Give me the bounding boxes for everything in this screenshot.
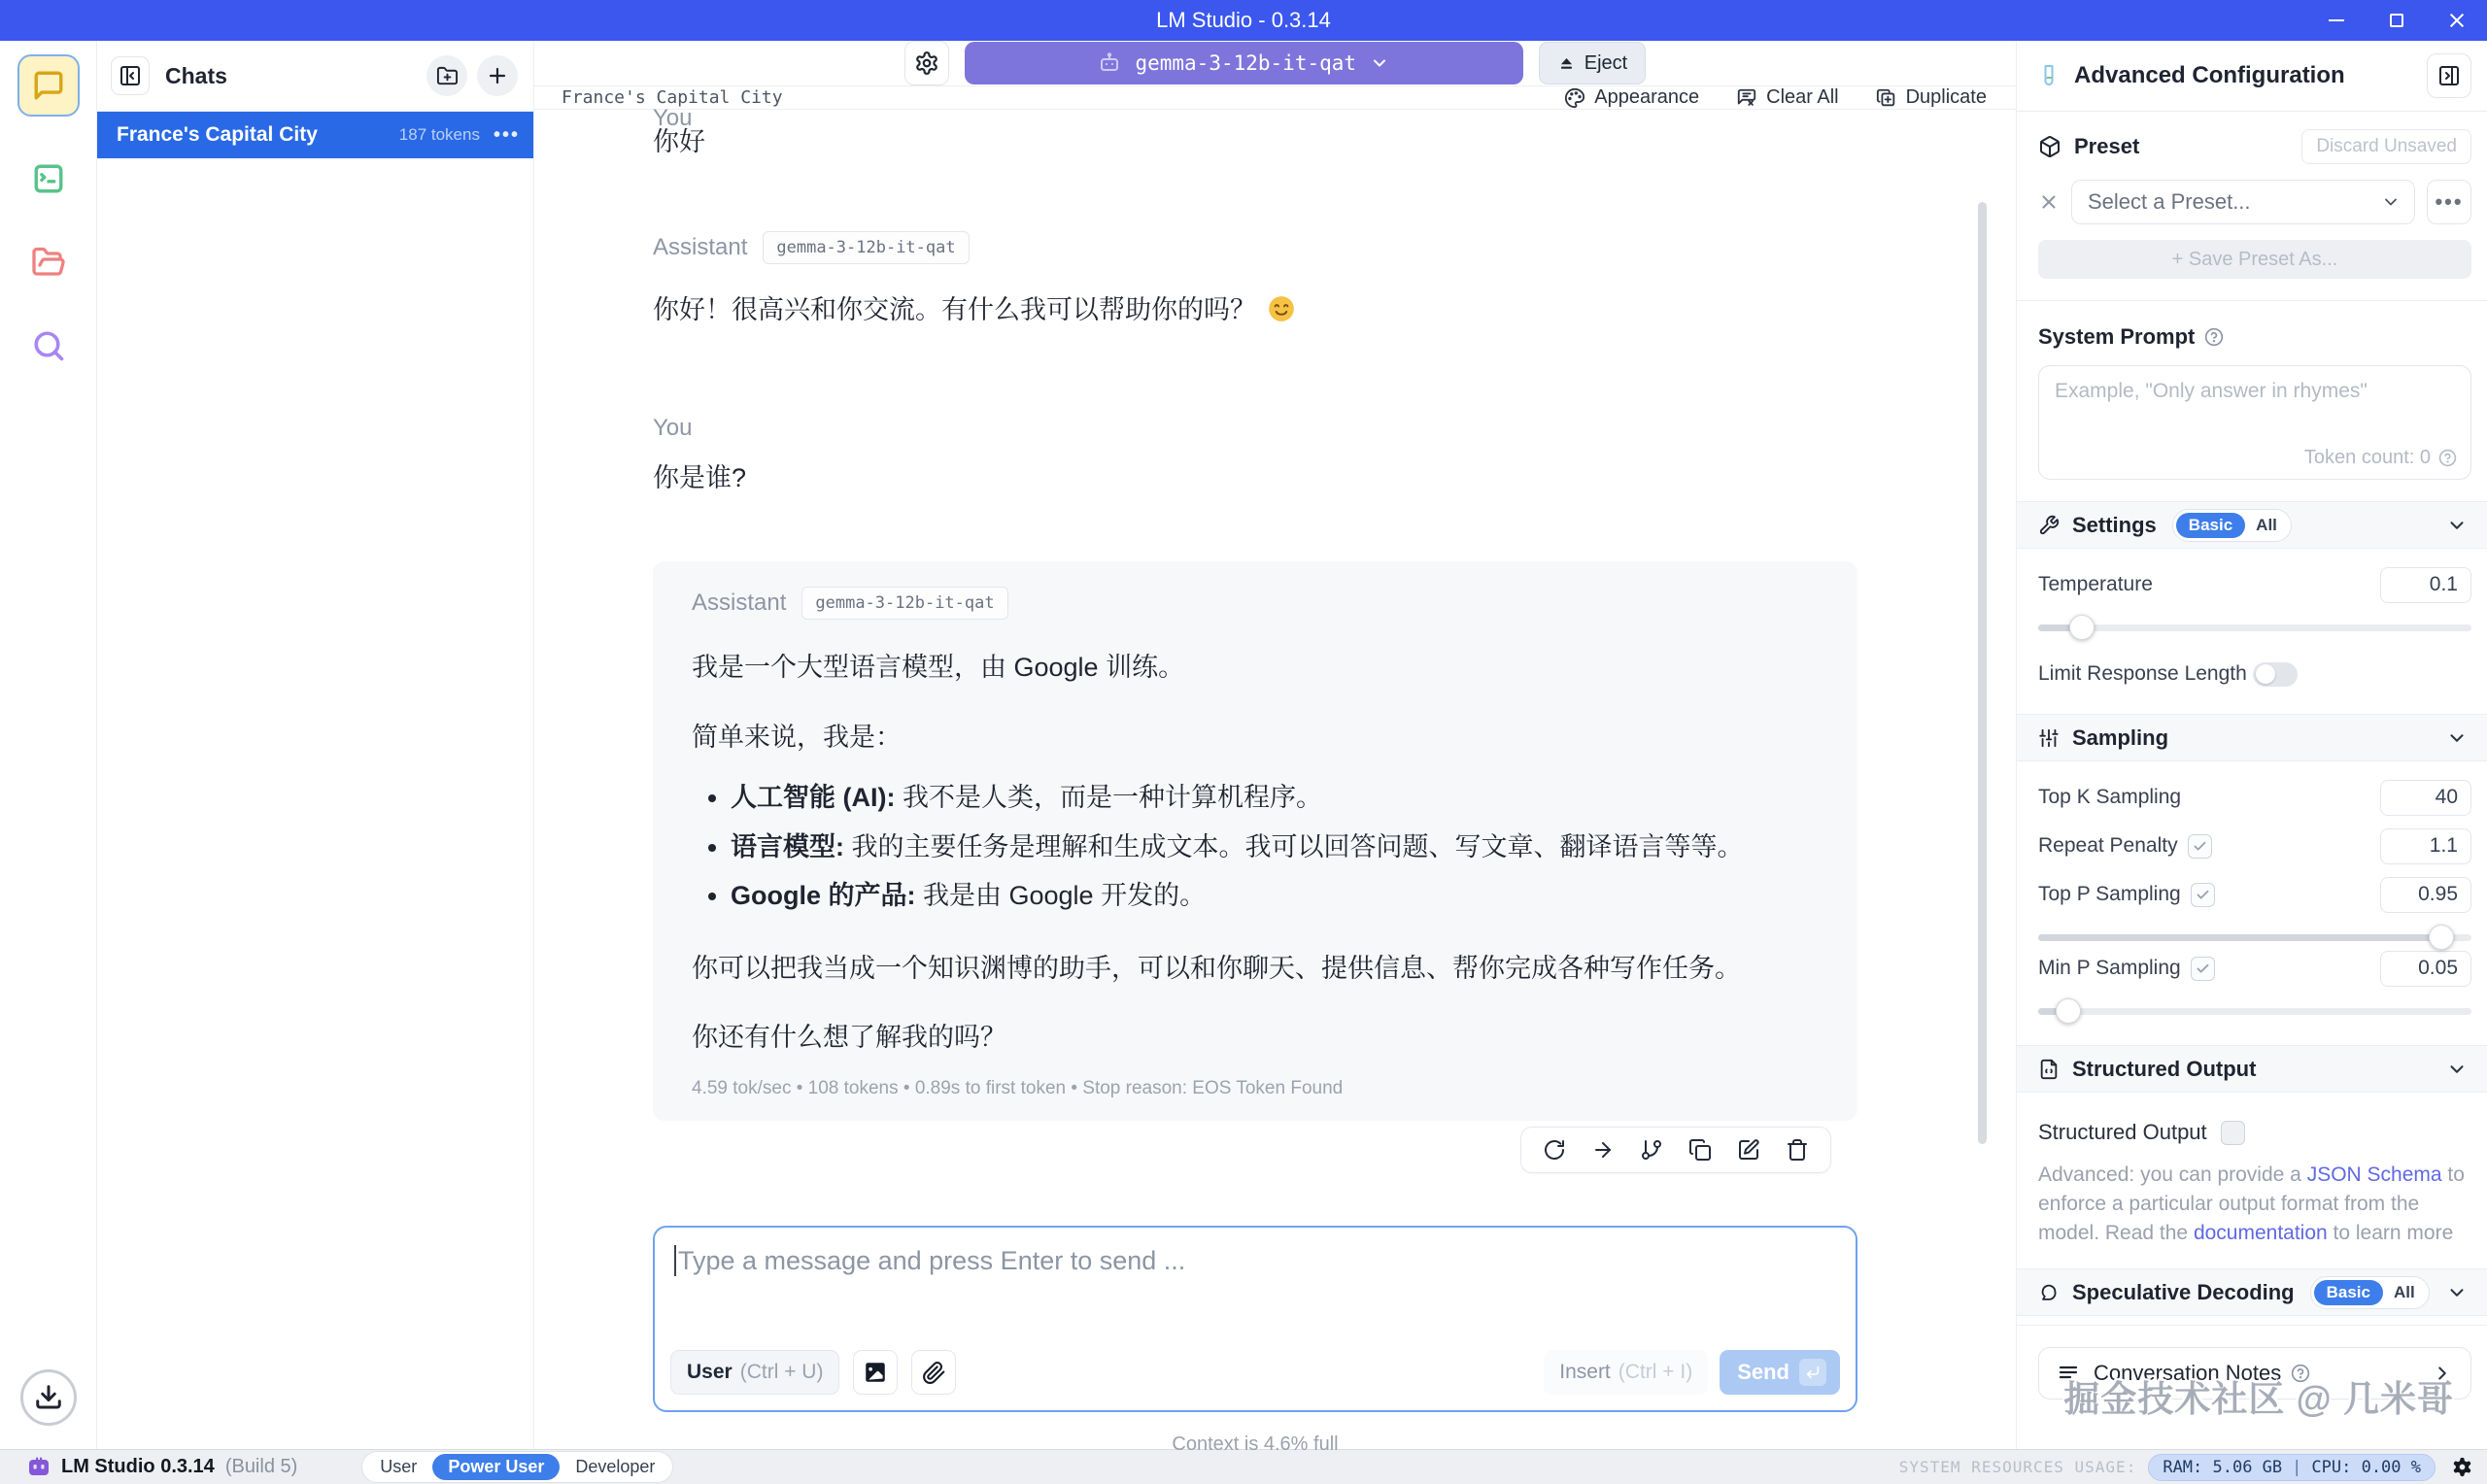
nav-discover-tab[interactable]: [17, 315, 80, 377]
preset-label: Preset: [2074, 134, 2140, 158]
minimize-icon: [2329, 19, 2344, 21]
plus-icon: [486, 64, 509, 87]
limit-response-toggle[interactable]: [2253, 662, 2298, 687]
assistant-model-chip: gemma-3-12b-it-qat: [763, 231, 969, 264]
pill-separator: |: [2292, 1457, 2302, 1477]
clear-all-label: Clear All: [1766, 86, 1839, 108]
preset-select-placeholder: Select a Preset...: [2088, 189, 2251, 214]
chevron-down-icon: [2446, 727, 2468, 749]
repeat-penalty-checkbox[interactable]: [2188, 834, 2212, 859]
eject-label: Eject: [1584, 51, 1628, 74]
temperature-value[interactable]: 0.1: [2380, 567, 2471, 603]
assistant-bullet-list: [692, 780, 1819, 915]
settings-title: Settings: [2072, 512, 2157, 537]
preset-section: [2017, 112, 2487, 301]
resources-settings-button[interactable]: [2451, 1456, 2473, 1478]
advanced-config-panel: [2016, 41, 2487, 1449]
token-count-label: Token count: 0: [2303, 447, 2431, 468]
nav-my-models-tab[interactable]: [17, 231, 80, 293]
assistant-role-label-2: Assistant: [692, 590, 787, 617]
sliders-icon: [2038, 727, 2060, 749]
search-icon: [31, 328, 66, 363]
chevron-down-icon: [1370, 53, 1389, 73]
chats-header-actions: [426, 55, 518, 96]
top-k-label: Top K Sampling: [2038, 786, 2182, 808]
temperature-slider[interactable]: [2038, 615, 2471, 640]
continue-button[interactable]: [1591, 1138, 1615, 1162]
test-tube-icon: [2038, 64, 2061, 87]
resources-label: SYSTEM RESOURCES USAGE:: [1898, 1458, 2137, 1476]
bullet-bold: Google 的产品:: [731, 881, 916, 911]
panel-right-icon: [2437, 64, 2461, 87]
model-name: gemma-3-12b-it-qat: [1135, 51, 1357, 75]
duplicate-button[interactable]: [1876, 86, 1987, 109]
slider-thumb[interactable]: [2429, 925, 2454, 950]
close-button[interactable]: [2427, 0, 2487, 41]
user-message-1: 你好: [653, 127, 705, 156]
message-input[interactable]: [674, 1245, 1185, 1276]
structured-output-section-header[interactable]: [2017, 1046, 2487, 1093]
top-p-checkbox[interactable]: [2191, 883, 2215, 907]
copy-button[interactable]: [1688, 1138, 1712, 1162]
system-prompt-section: [2017, 301, 2487, 502]
repeat-penalty-label: Repeat Penalty: [2038, 834, 2178, 857]
basic-option[interactable]: Basic: [2314, 1280, 2383, 1305]
settings-section-body: [2017, 549, 2487, 715]
assistant-p1: 我是一个大型语言模型，由 Google 训练。: [692, 653, 1185, 683]
collapse-sidebar-button[interactable]: [111, 56, 150, 95]
conversation-notes-label: Conversation Notes: [2094, 1361, 2282, 1386]
bullet-item: [731, 780, 1819, 817]
top-p-slider[interactable]: [2038, 925, 2471, 950]
chat-area: [534, 41, 2016, 1456]
min-p-checkbox[interactable]: [2191, 957, 2215, 981]
wrench-icon: [2038, 515, 2060, 536]
chats-sidebar: [97, 41, 534, 1449]
assistant-message-1-text: 你好！很高兴和你交流。有什么我可以帮助你的吗？: [653, 295, 1256, 325]
chat-token-count: 187 tokens: [398, 125, 480, 144]
file-json-icon: [2038, 1059, 2060, 1080]
insert-shortcut: (Ctrl + I): [1618, 1361, 1693, 1384]
bullet-text: 我不是人类，而是一种计算机程序。: [895, 782, 1322, 812]
new-chat-button[interactable]: [477, 55, 518, 96]
advanced-config-header: [2017, 41, 2487, 112]
context-usage-status: Context is 4.6% full: [1172, 1433, 1339, 1456]
bullet-bold: 人工智能 (AI):: [731, 782, 896, 812]
panel-left-icon: [119, 64, 142, 87]
titlebar: [0, 0, 2487, 41]
speculative-basic-all-toggle[interactable]: [2310, 1276, 2430, 1309]
chats-panel-title: Chats: [165, 62, 227, 88]
discard-unsaved-button[interactable]: Discard Unsaved: [2301, 129, 2471, 164]
structured-output-title: Structured Output: [2072, 1056, 2257, 1081]
all-option[interactable]: All: [2256, 515, 2277, 534]
clear-preset-button[interactable]: [2038, 191, 2060, 213]
branch-button[interactable]: [1640, 1138, 1663, 1162]
settings-section-header[interactable]: [2017, 502, 2487, 549]
nav-chat-tab[interactable]: [17, 54, 80, 117]
preset-more-button[interactable]: •••: [2427, 180, 2471, 224]
input-toolbar: [670, 1350, 1840, 1395]
send-label: Send: [1737, 1360, 1789, 1385]
close-icon: [2449, 13, 2465, 28]
package-icon: [2038, 135, 2061, 158]
user-message-2: 你是谁?: [653, 463, 747, 493]
chats-header: [97, 41, 533, 112]
top-p-value[interactable]: 0.95: [2380, 877, 2471, 913]
assistant-model-chip-2: gemma-3-12b-it-qat: [801, 587, 1007, 620]
eject-model-button[interactable]: [1539, 42, 1646, 84]
model-selector[interactable]: [965, 42, 1523, 84]
desc-text: Advanced: you can provide a: [2038, 1164, 2307, 1186]
min-p-value[interactable]: 0.05: [2380, 951, 2471, 987]
min-p-label: Min P Sampling: [2038, 957, 2181, 979]
chevron-down-icon: [2381, 192, 2401, 212]
downloads-button[interactable]: [20, 1369, 77, 1426]
partial-user-message: [653, 105, 1857, 131]
speculative-decoding-icon: [2038, 1282, 2060, 1303]
user-role-label-2: You: [653, 415, 693, 442]
help-circle-icon: [2438, 449, 2457, 467]
minimize-button[interactable]: [2306, 0, 2367, 41]
conversation-title: France's Capital City: [562, 87, 783, 108]
assistant-message-1: [653, 291, 1857, 329]
chat-toolbar: [534, 41, 2016, 86]
chat-bubble-icon: [32, 69, 65, 102]
collapse-panel-button[interactable]: [2427, 53, 2471, 98]
message-input-container: [653, 1226, 1857, 1412]
terminal-icon: [32, 162, 65, 195]
sampling-section-header[interactable]: [2017, 715, 2487, 761]
generation-stats: 4.59 tok/sec • 108 tokens • 0.89s to first token • Stop reason: EOS Token Found: [692, 1078, 1344, 1099]
appearance-label: Appearance: [1594, 86, 1700, 108]
chevron-down-icon: [2446, 515, 2468, 536]
attach-image-button[interactable]: [853, 1350, 898, 1395]
message-column: [653, 105, 1857, 1456]
community-watermark: 掘金技术社区 @ 几米哥: [2063, 1379, 2454, 1419]
message-actions-toolbar: [1520, 1127, 1831, 1173]
nav-developer-tab[interactable]: [17, 148, 80, 210]
chat-list-item-selected[interactable]: [97, 112, 533, 158]
gear-icon: [914, 51, 939, 76]
scrollbar-thumb[interactable]: [1978, 202, 1987, 1144]
limit-response-label: Limit Response Length: [2038, 662, 2247, 685]
json-schema-link[interactable]: JSON Schema: [2306, 1164, 2442, 1186]
download-icon: [34, 1383, 63, 1412]
mode-power-user[interactable]: Power User: [432, 1454, 560, 1480]
regenerate-button[interactable]: [1543, 1138, 1566, 1162]
settings-basic-all-toggle[interactable]: [2172, 509, 2292, 542]
assistant-role-label: Assistant: [653, 234, 748, 261]
assistant-role-row-2: [692, 587, 1819, 620]
conversation-scroll-area[interactable]: [534, 105, 2016, 1456]
bullet-text: 我是由 Google 开发的。: [915, 881, 1207, 911]
chevron-down-icon: [2446, 1059, 2468, 1080]
role-toggle-shortcut: (Ctrl + U): [739, 1361, 824, 1384]
send-button[interactable]: [1720, 1350, 1840, 1395]
folder-open-icon: [31, 245, 66, 280]
assistant-role-row-1: [653, 231, 1857, 264]
ram-usage: RAM: 5.06 GB: [2163, 1457, 2283, 1477]
delete-button[interactable]: [1786, 1138, 1809, 1162]
panel-title: Advanced Configuration: [2074, 62, 2345, 88]
role-toggle-button[interactable]: [670, 1350, 839, 1395]
speculative-decoding-title: Speculative Decoding: [2072, 1279, 2295, 1304]
app-identity: [27, 1456, 297, 1479]
new-folder-button[interactable]: [426, 55, 467, 96]
duplicate-icon: [1876, 87, 1897, 109]
chevron-down-icon: [2446, 1282, 2468, 1303]
assistant-p4: 你还有什么想了解我的吗？: [692, 1023, 1006, 1053]
assistant-p3: 你可以把我当成一个知识渊博的助手，可以和你聊天、提供信息、帮你完成各种写作任务。: [692, 954, 1741, 984]
attach-file-button[interactable]: [911, 1350, 956, 1395]
chat-more-icon[interactable]: •••: [493, 123, 520, 146]
left-rail: [0, 41, 97, 1449]
window-title: LM Studio - 0.3.14: [1156, 8, 1331, 32]
chat-item-title: France's Capital City: [117, 123, 318, 146]
desc-text: to learn more: [2327, 1221, 2454, 1244]
maximize-button[interactable]: [2367, 0, 2427, 41]
cpu-usage: CPU: 0.00 %: [2311, 1457, 2421, 1477]
system-prompt-editor: [2038, 365, 2471, 480]
lmstudio-logo-icon: [27, 1456, 51, 1479]
partial-role-label: You: [653, 105, 693, 131]
bullet-bold: 语言模型:: [731, 831, 844, 861]
top-k-value[interactable]: 40: [2380, 780, 2471, 816]
all-option[interactable]: All: [2394, 1282, 2415, 1301]
save-preset-button[interactable]: + Save Preset As...: [2038, 240, 2471, 279]
top-p-label: Top P Sampling: [2038, 883, 2181, 905]
speculative-decoding-section-header[interactable]: [2017, 1269, 2487, 1316]
role-toggle-label: User: [687, 1361, 732, 1384]
speculative-section-body: [2017, 1316, 2487, 1326]
mode-user[interactable]: User: [380, 1457, 418, 1476]
edit-button[interactable]: [1737, 1138, 1760, 1162]
resources-pill[interactable]: [2148, 1454, 2436, 1481]
help-circle-icon: [2204, 327, 2224, 347]
assistant-p2: 简单来说，我是：: [692, 722, 902, 752]
robot-icon: [1098, 51, 1121, 75]
structured-output-description: [2038, 1161, 2471, 1247]
enter-key-icon: [1799, 1359, 1826, 1386]
structured-output-checkbox[interactable]: [2221, 1121, 2245, 1145]
system-prompt-label: System Prompt: [2038, 324, 2196, 349]
model-settings-button[interactable]: [904, 41, 949, 85]
insert-button[interactable]: [1544, 1350, 1708, 1395]
structured-output-checkbox-label: Structured Output: [2038, 1120, 2207, 1144]
min-p-slider[interactable]: [2038, 998, 2471, 1024]
bullet-text: 我的主要任务是理解和生成文本。我可以回答问题、写文章、翻译语言等等。: [844, 831, 1744, 861]
repeat-penalty-value[interactable]: 1.1: [2380, 828, 2471, 864]
sampling-title: Sampling: [2072, 725, 2169, 750]
preset-select[interactable]: [2071, 180, 2415, 224]
desc-text: to enforce a particular output format from the model. Read the: [2038, 1164, 2465, 1244]
duplicate-label: Duplicate: [1905, 86, 1987, 108]
bullet-item: [731, 878, 1819, 915]
bullet-item: [731, 829, 1819, 866]
mode-developer[interactable]: Developer: [575, 1457, 656, 1476]
text-caret: [674, 1245, 676, 1276]
basic-option[interactable]: Basic: [2176, 513, 2245, 538]
folder-plus-icon: [436, 65, 459, 87]
assistant-message-card: [653, 561, 1857, 1121]
smile-emoji-icon: [1268, 295, 1295, 322]
message-actions-row: [653, 1127, 1857, 1173]
paperclip-icon: [922, 1361, 946, 1385]
system-prompt-input[interactable]: [2055, 380, 2455, 438]
window-controls: [2306, 0, 2487, 41]
temperature-label: Temperature: [2038, 573, 2153, 595]
eject-icon: [1557, 54, 1576, 73]
documentation-link[interactable]: documentation: [2193, 1221, 2328, 1244]
system-resources: [1899, 1454, 2473, 1481]
chat-item-meta: [399, 124, 520, 147]
input-placeholder-text: Type a message and press Enter to send ...: [678, 1245, 1186, 1275]
maximize-icon: [2390, 14, 2403, 27]
sampling-section-body: [2017, 761, 2487, 1046]
slider-thumb[interactable]: [2056, 998, 2081, 1024]
image-icon: [863, 1360, 888, 1385]
app-build: (Build 5): [224, 1456, 298, 1477]
structured-output-body: [2017, 1093, 2487, 1269]
app-version: LM Studio 0.3.14: [61, 1456, 215, 1477]
insert-label: Insert: [1559, 1361, 1611, 1384]
slider-thumb[interactable]: [2069, 615, 2095, 640]
app-shell: [0, 41, 2487, 1456]
